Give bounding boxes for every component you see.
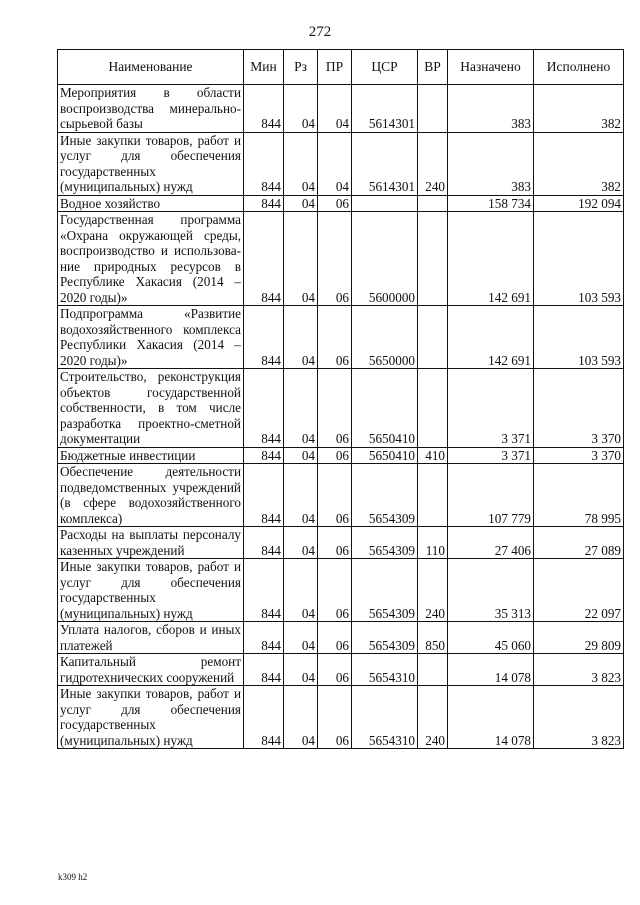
row-rz: 04 [284,559,318,622]
row-vr: 240 [418,559,448,622]
table-header-row [58,50,624,85]
row-pr: 06 [318,306,352,369]
row-planned: 158 734 [448,195,534,212]
row-min: 844 [244,85,284,133]
row-rz: 04 [284,464,318,527]
row-rz: 04 [284,306,318,369]
row-vr [418,212,448,306]
row-csr: 5650410 [352,447,418,464]
table-row [58,212,624,306]
row-pr: 04 [318,85,352,133]
table-row [58,195,624,212]
row-vr [418,306,448,369]
row-csr [352,195,418,212]
row-min: 844 [244,527,284,559]
row-planned: 142 691 [448,212,534,306]
row-executed: 3 370 [534,369,624,448]
table-row [58,447,624,464]
row-executed: 29 809 [534,622,624,654]
row-executed: 382 [534,132,624,195]
row-min: 844 [244,447,284,464]
row-min: 844 [244,559,284,622]
row-name: Обеспечение деятельности подведомственных учреждений (в сфере водохозяйственного комплекса) [58,464,244,527]
row-vr: 240 [418,132,448,195]
row-planned: 14 078 [448,654,534,686]
table-body [58,85,624,749]
row-name: Иные закупки товаров, работ и услуг для обеспечения государственных (муниципальных) нужд [58,132,244,195]
row-planned: 45 060 [448,622,534,654]
row-name: Мероприятия в области воспроизводства минерально-сырьевой базы [58,85,244,133]
row-rz: 04 [284,369,318,448]
header-pr: ПР [318,50,352,85]
row-min: 844 [244,306,284,369]
page-number: 272 [308,24,332,40]
row-pr: 06 [318,447,352,464]
row-planned: 107 779 [448,464,534,527]
row-rz: 04 [284,686,318,749]
row-planned: 383 [448,132,534,195]
table-row [58,654,624,686]
row-vr [418,654,448,686]
row-pr: 06 [318,527,352,559]
footer-code: k309 h2 [58,872,88,882]
row-csr: 5614301 [352,132,418,195]
row-planned: 142 691 [448,306,534,369]
row-name: Подпрограмма «Развитие водохозяйственного комплекса Республики Хакасия (2014 – 2020 годы)» [58,306,244,369]
row-vr: 110 [418,527,448,559]
table-row [58,686,624,749]
row-csr: 5650000 [352,306,418,369]
header-vr: ВР [418,50,448,85]
row-vr: 240 [418,686,448,749]
row-executed: 78 995 [534,464,624,527]
row-name: Водное хозяйство [58,195,244,212]
header-name: Наименование [58,50,244,85]
header-planned: Назначено [448,50,534,85]
row-name: Строительство, реконструкция объектов государственной собственности, в том числе разработка проектно-сметной документации [58,369,244,448]
row-pr: 06 [318,559,352,622]
row-min: 844 [244,654,284,686]
row-name: Бюджетные инвестиции [58,447,244,464]
row-vr: 850 [418,622,448,654]
table-row [58,559,624,622]
row-csr: 5654310 [352,654,418,686]
row-executed: 382 [534,85,624,133]
row-planned: 3 371 [448,447,534,464]
row-executed: 3 370 [534,447,624,464]
row-name: Капитальный ремонт гидротехнических сооружений [58,654,244,686]
row-planned: 3 371 [448,369,534,448]
row-name: Иные закупки товаров, работ и услуг для обеспечения государственных (муниципальных) нужд [58,686,244,749]
row-executed: 22 097 [534,559,624,622]
row-pr: 06 [318,464,352,527]
table-row [58,306,624,369]
row-min: 844 [244,464,284,527]
table-row [58,369,624,448]
row-csr: 5600000 [352,212,418,306]
row-rz: 04 [284,195,318,212]
row-planned: 383 [448,85,534,133]
header-rz: Рз [284,50,318,85]
row-pr: 06 [318,369,352,448]
row-executed: 27 089 [534,527,624,559]
row-csr: 5650410 [352,369,418,448]
row-rz: 04 [284,132,318,195]
row-pr: 06 [318,654,352,686]
row-csr: 5654309 [352,527,418,559]
row-min: 844 [244,686,284,749]
table-row [58,464,624,527]
row-executed: 3 823 [534,686,624,749]
row-rz: 04 [284,622,318,654]
row-min: 844 [244,132,284,195]
table-row [58,622,624,654]
row-vr [418,369,448,448]
table-row [58,527,624,559]
row-csr: 5614301 [352,85,418,133]
row-min: 844 [244,369,284,448]
row-rz: 04 [284,527,318,559]
row-min: 844 [244,195,284,212]
row-executed: 103 593 [534,212,624,306]
row-vr [418,85,448,133]
table-row [58,85,624,133]
row-rz: 04 [284,85,318,133]
header-min: Мин [244,50,284,85]
row-planned: 27 406 [448,527,534,559]
row-rz: 04 [284,447,318,464]
row-planned: 35 313 [448,559,534,622]
row-min: 844 [244,212,284,306]
row-csr: 5654309 [352,464,418,527]
row-csr: 5654309 [352,559,418,622]
header-executed: Исполнено [534,50,624,85]
row-pr: 06 [318,622,352,654]
row-name: Расходы на выплаты персоналу казенных учреждений [58,527,244,559]
row-vr [418,464,448,527]
row-vr [418,195,448,212]
row-pr: 06 [318,686,352,749]
row-rz: 04 [284,654,318,686]
row-csr: 5654310 [352,686,418,749]
row-vr: 410 [418,447,448,464]
row-name: Иные закупки товаров, работ и услуг для обеспечения государственных (муниципальных) нужд [58,559,244,622]
row-pr: 06 [318,212,352,306]
row-name: Уплата налогов, сборов и иных платежей [58,622,244,654]
budget-table [57,49,624,749]
row-csr: 5654309 [352,622,418,654]
row-rz: 04 [284,212,318,306]
header-csr: ЦСР [352,50,418,85]
row-name: Государственная программа «Охрана окружающей среды, воспроизводство и использование природных ресурсов в Республике Хакасия (2014 – 2020 годы)» [58,212,244,306]
row-executed: 3 823 [534,654,624,686]
row-executed: 192 094 [534,195,624,212]
row-pr: 06 [318,195,352,212]
row-pr: 04 [318,132,352,195]
table-row [58,132,624,195]
row-planned: 14 078 [448,686,534,749]
row-min: 844 [244,622,284,654]
row-executed: 103 593 [534,306,624,369]
